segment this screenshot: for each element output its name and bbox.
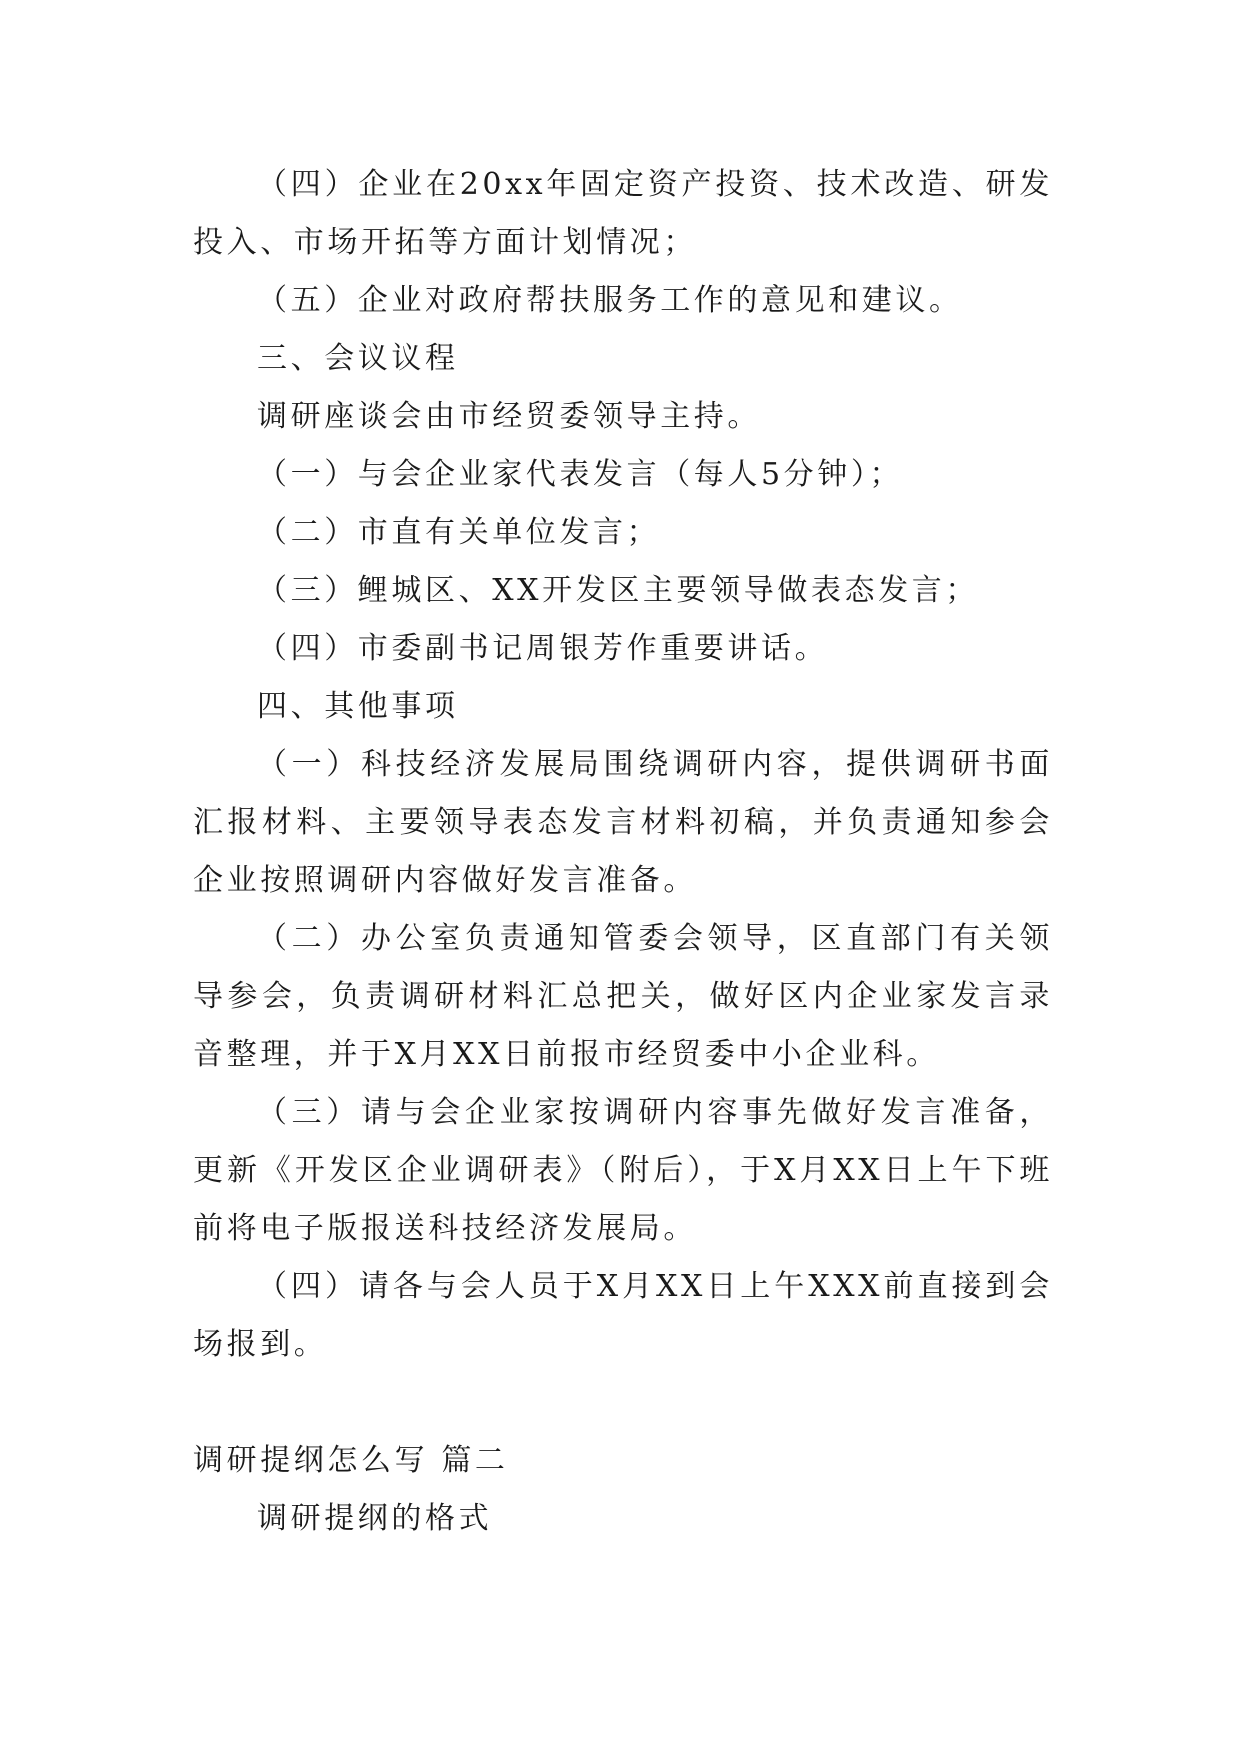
heading-meeting-agenda: 三、会议议程	[257, 341, 459, 376]
agenda-item-2: （二）市直有关单位发言；	[257, 515, 661, 550]
section-heading: 调研提纲怎么写 篇二	[193, 1443, 509, 1478]
agenda-item-3: （三）鲤城区、XX开发区主要领导做表态发言；	[257, 573, 979, 608]
agenda-item-4: （四）市委副书记周银芳作重要讲话。	[257, 631, 829, 666]
paragraph-investment-plans: （四）企业在20xx年固定资产投资、技术改造、研发投入、市场开拓等方面计划情况；	[193, 167, 1053, 260]
document-body	[193, 156, 1053, 1548]
heading-other-matters: 四、其他事项	[257, 689, 459, 724]
paragraph-host: 调研座谈会由市经贸委领导主持。	[257, 399, 761, 434]
other-matter-3: （三）请与会企业家按调研内容事先做好发言准备，更新《开发区企业调研表》（附后），于X月XX日上午下班前将电子版报送科技经济发展局。	[193, 1095, 1053, 1246]
other-matter-2: （二）办公室负责通知管委会领导，区直部门有关领导参会，负责调研材料汇总把关，做好区内企业家发言录音整理，并于X月XX日前报市经贸委中小企业科。	[193, 921, 1053, 1072]
other-matter-1: （一）科技经济发展局围绕调研内容，提供调研书面汇报材料、主要领导表态发言材料初稿，并负责通知参会企业按照调研内容做好发言准备。	[193, 747, 1053, 898]
paragraph-suggestions: （五）企业对政府帮扶服务工作的意见和建议。	[257, 283, 963, 318]
agenda-item-1: （一）与会企业家代表发言（每人5分钟）；	[257, 457, 904, 492]
section-subheading: 调研提纲的格式	[257, 1501, 493, 1536]
other-matter-4: （四）请各与会人员于X月XX日上午XXX前直接到会场报到。	[193, 1269, 1053, 1362]
